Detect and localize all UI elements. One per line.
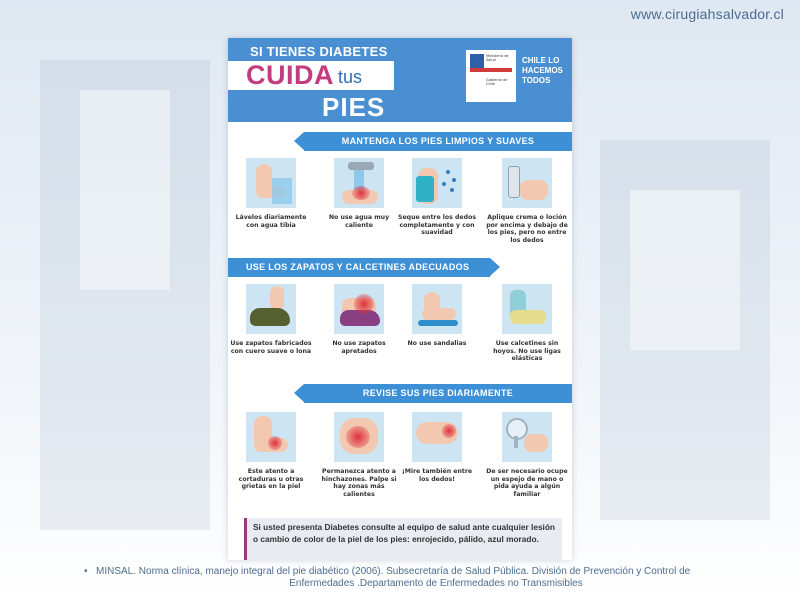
section-banner-clean: MANTENGA LOS PIES LIMPIOS Y SUAVES [304, 132, 572, 151]
tip-item [318, 158, 400, 229]
chile-slogan-line: HACEMOS [522, 66, 563, 75]
chile-slogan [522, 56, 563, 86]
tip-caption: De ser necesario ocupe un espejo de mano o pida ayuda a algún familiar [486, 468, 568, 498]
tip-item [396, 412, 478, 483]
sandal-icon [412, 284, 462, 334]
tip-caption: Use calcetines sin hoyos. No use ligas elásticas [493, 340, 561, 363]
tip-caption: No use sandalias [407, 340, 467, 347]
footnote-bullet: • [84, 566, 88, 577]
tip-item [396, 158, 478, 237]
tip-caption: Use zapatos fabricados con cuero suave o lona [230, 340, 312, 355]
cream-lotion-icon [502, 158, 552, 208]
sock-icon [502, 284, 552, 334]
tip-item [318, 284, 400, 355]
diabetes-foot-care-poster [228, 38, 572, 560]
footnote-line1: MINSAL. Norma clínica, manejo integral del pie diabético (2006). Subsecretaría de Salud Pública. División de Prevención y Control de [96, 566, 691, 577]
chile-slogan-line: TODOS [522, 76, 551, 85]
swollen-foot-icon [334, 412, 384, 462]
poster-title-line1: SI TIENES DIABETES [250, 44, 388, 59]
consult-note: Si usted presenta Diabetes consulte al equipo de salud ante cualquier lesión o cambio de color de la piel de los pies: enrojecido, pálido, azul morado. [244, 518, 562, 560]
poster-title-cuida: CUIDA [246, 60, 334, 90]
poster-header [228, 38, 572, 122]
tip-item [486, 158, 568, 244]
tip-item [230, 284, 312, 355]
tip-caption: No use zapatos apretados [332, 340, 386, 355]
tip-item [486, 284, 568, 363]
gov-logo-sub: Gobierno de Chile [486, 78, 508, 86]
tip-item [486, 412, 568, 498]
poster-title-pies: PIES [322, 92, 386, 122]
flag-star-icon [470, 54, 484, 68]
flag-stripe [470, 68, 512, 72]
site-url: www.cirugiahsalvador.cl [630, 6, 784, 22]
soft-shoe-icon [246, 284, 296, 334]
tip-item [230, 412, 312, 491]
chile-slogan-line: CHILE LO [522, 56, 560, 65]
tip-caption: Seque entre los dedos completamente y con suavidad [398, 214, 476, 237]
tip-caption: Lávelos diariamente con agua tibia [235, 214, 307, 229]
footnote-line2: Enfermedades .Departamento de Enfermedades no Transmisibles [289, 578, 583, 589]
gobierno-de-chile-logo [466, 50, 516, 102]
heel-cut-icon [246, 412, 296, 462]
background-building [630, 190, 740, 350]
tip-caption: Permanezca atento a hinchazones. Palpe si hay zonas más calientes [321, 468, 397, 498]
section-banner-shoes: USE LOS ZAPATOS Y CALCETINES ADECUADOS [228, 258, 490, 277]
toes-check-icon [412, 412, 462, 462]
tip-caption: Aplique crema o loción por encima y debajo de los pies, pero no entre los dedos [486, 214, 568, 244]
gov-logo-text: Ministerio de Salud [486, 54, 509, 62]
foot-washing-icon [246, 158, 296, 208]
section-banner-inspect: REVISE SUS PIES DIARIAMENTE [304, 384, 572, 403]
mirror-check-icon [502, 412, 552, 462]
tip-item [318, 412, 400, 498]
towel-drying-icon [412, 158, 462, 208]
background-building [80, 90, 170, 290]
tip-item [396, 284, 478, 348]
tight-shoe-icon [334, 284, 384, 334]
poster-title-tus: tus [338, 67, 363, 87]
reference-footnote [84, 566, 776, 590]
tip-item [230, 158, 312, 229]
hot-water-tap-icon [334, 158, 384, 208]
tip-caption: No use agua muy caliente [328, 214, 390, 229]
tip-caption: Este atento a cortaduras u otras grietas en la piel [238, 468, 304, 491]
tip-caption: ¡Mire también entre los dedos! [401, 468, 473, 483]
